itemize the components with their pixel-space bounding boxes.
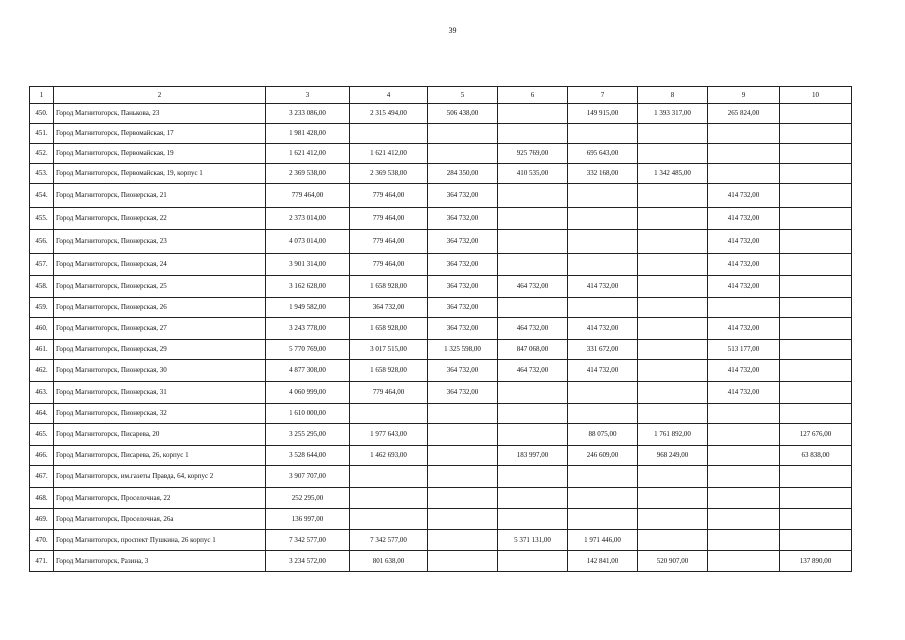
amount-cell: 2 369 538,00 bbox=[266, 164, 350, 184]
amount-cell bbox=[498, 424, 568, 446]
amount-cell: 252 295,00 bbox=[266, 488, 350, 509]
amount-cell bbox=[568, 298, 638, 318]
amount-cell: 1 621 412,00 bbox=[350, 144, 428, 164]
column-header: 9 bbox=[708, 87, 780, 104]
amount-cell bbox=[708, 298, 780, 318]
row-number-cell: 457. bbox=[30, 254, 54, 276]
amount-cell bbox=[708, 424, 780, 446]
amount-cell: 1 610 000,00 bbox=[266, 404, 350, 424]
amount-cell bbox=[428, 124, 498, 144]
amount-cell: 3 901 314,00 bbox=[266, 254, 350, 276]
amount-cell bbox=[708, 446, 780, 466]
amount-cell: 142 841,00 bbox=[568, 551, 638, 572]
column-header: 3 bbox=[266, 87, 350, 104]
amount-cell: 464 732,00 bbox=[498, 276, 568, 298]
amount-cell bbox=[638, 144, 708, 164]
amount-cell: 4 073 014,00 bbox=[266, 230, 350, 254]
amount-cell: 464 732,00 bbox=[498, 318, 568, 340]
row-number-cell: 455. bbox=[30, 208, 54, 230]
table-row bbox=[30, 164, 852, 184]
amount-cell: 265 824,00 bbox=[708, 104, 780, 124]
column-header: 4 bbox=[350, 87, 428, 104]
amount-cell bbox=[568, 254, 638, 276]
amount-cell: 246 609,00 bbox=[568, 446, 638, 466]
amount-cell: 3 243 778,00 bbox=[266, 318, 350, 340]
amount-cell: 364 732,00 bbox=[428, 276, 498, 298]
amount-cell: 1 325 598,00 bbox=[428, 340, 498, 360]
table-row bbox=[30, 530, 852, 551]
amount-cell bbox=[568, 404, 638, 424]
amount-cell: 695 643,00 bbox=[568, 144, 638, 164]
amount-cell: 1 462 693,00 bbox=[350, 446, 428, 466]
amount-cell bbox=[780, 298, 852, 318]
amount-cell: 414 732,00 bbox=[568, 276, 638, 298]
amount-cell bbox=[780, 382, 852, 404]
table-row bbox=[30, 124, 852, 144]
row-number-cell: 460. bbox=[30, 318, 54, 340]
address-cell: Город Магнитогорск, Первомайская, 17 bbox=[54, 124, 266, 144]
amount-cell bbox=[780, 104, 852, 124]
address-cell: Город Магнитогорск, им.газеты Правда, 64, корпус 2 bbox=[54, 466, 266, 488]
column-header: 7 bbox=[568, 87, 638, 104]
amount-cell: 136 997,00 bbox=[266, 509, 350, 530]
amount-cell: 414 732,00 bbox=[708, 276, 780, 298]
address-cell: Город Магнитогорск, Первомайская, 19 bbox=[54, 144, 266, 164]
amount-cell bbox=[708, 124, 780, 144]
amount-cell: 801 638,00 bbox=[350, 551, 428, 572]
amount-cell: 513 177,00 bbox=[708, 340, 780, 360]
table-row bbox=[30, 184, 852, 208]
address-cell: Город Магнитогорск, Разина, 3 bbox=[54, 551, 266, 572]
table-row bbox=[30, 424, 852, 446]
amount-cell: 3 907 707,00 bbox=[266, 466, 350, 488]
address-cell: Город Магнитогорск, Проселочная, 26а bbox=[54, 509, 266, 530]
amount-cell: 414 732,00 bbox=[708, 360, 780, 382]
amount-cell bbox=[780, 230, 852, 254]
row-number-cell: 465. bbox=[30, 424, 54, 446]
column-header: 1 bbox=[30, 87, 54, 104]
amount-cell bbox=[638, 184, 708, 208]
page-number: 39 bbox=[448, 26, 457, 35]
amount-cell bbox=[350, 509, 428, 530]
amount-cell bbox=[350, 124, 428, 144]
amount-cell bbox=[498, 404, 568, 424]
amount-cell: 847 068,00 bbox=[498, 340, 568, 360]
amount-cell bbox=[428, 530, 498, 551]
row-number-cell: 462. bbox=[30, 360, 54, 382]
amount-cell: 364 732,00 bbox=[428, 184, 498, 208]
amount-cell bbox=[638, 488, 708, 509]
address-cell: Город Магнитогорск, Проселочная, 22 bbox=[54, 488, 266, 509]
amount-cell: 414 732,00 bbox=[708, 382, 780, 404]
amount-cell bbox=[428, 551, 498, 572]
amount-cell: 1 981 428,00 bbox=[266, 124, 350, 144]
table-row bbox=[30, 230, 852, 254]
amount-cell: 779 464,00 bbox=[266, 184, 350, 208]
address-cell: Город Магнитогорск, Пионерская, 21 bbox=[54, 184, 266, 208]
row-number-cell: 452. bbox=[30, 144, 54, 164]
amount-cell bbox=[498, 298, 568, 318]
amount-cell: 2 369 538,00 bbox=[350, 164, 428, 184]
amount-cell: 183 997,00 bbox=[498, 446, 568, 466]
amount-cell bbox=[780, 466, 852, 488]
amount-cell: 3 017 515,00 bbox=[350, 340, 428, 360]
table-row bbox=[30, 551, 852, 572]
amount-cell bbox=[498, 551, 568, 572]
amount-cell bbox=[780, 340, 852, 360]
row-number-cell: 471. bbox=[30, 551, 54, 572]
amount-cell bbox=[780, 360, 852, 382]
amount-cell bbox=[708, 404, 780, 424]
address-cell: Город Магнитогорск, Пионерская, 26 bbox=[54, 298, 266, 318]
amount-cell bbox=[428, 509, 498, 530]
amount-cell bbox=[498, 254, 568, 276]
amount-cell: 1 949 582,00 bbox=[266, 298, 350, 318]
row-number-cell: 469. bbox=[30, 509, 54, 530]
amount-cell bbox=[428, 466, 498, 488]
amount-cell: 414 732,00 bbox=[708, 230, 780, 254]
amount-cell bbox=[498, 230, 568, 254]
amount-cell: 464 732,00 bbox=[498, 360, 568, 382]
column-header: 8 bbox=[638, 87, 708, 104]
amount-cell bbox=[428, 144, 498, 164]
address-cell: Город Магнитогорск, проспект Пушкина, 26 корпус 1 bbox=[54, 530, 266, 551]
amount-cell: 414 732,00 bbox=[708, 208, 780, 230]
amount-cell bbox=[638, 360, 708, 382]
amount-cell bbox=[708, 530, 780, 551]
amount-cell: 520 907,00 bbox=[638, 551, 708, 572]
register-table bbox=[29, 86, 852, 572]
amount-cell: 7 342 577,00 bbox=[266, 530, 350, 551]
amount-cell: 364 732,00 bbox=[428, 298, 498, 318]
address-cell: Город Магнитогорск, Пионерская, 22 bbox=[54, 208, 266, 230]
amount-cell: 1 977 643,00 bbox=[350, 424, 428, 446]
row-number-cell: 458. bbox=[30, 276, 54, 298]
table-row bbox=[30, 404, 852, 424]
amount-cell bbox=[708, 466, 780, 488]
amount-cell bbox=[428, 488, 498, 509]
amount-cell bbox=[708, 164, 780, 184]
column-header: 10 bbox=[780, 87, 852, 104]
amount-cell bbox=[638, 530, 708, 551]
row-number-cell: 450. bbox=[30, 104, 54, 124]
table-row bbox=[30, 254, 852, 276]
amount-cell bbox=[568, 208, 638, 230]
table-row bbox=[30, 144, 852, 164]
amount-cell: 2 315 494,00 bbox=[350, 104, 428, 124]
table-row bbox=[30, 276, 852, 298]
amount-cell bbox=[638, 340, 708, 360]
row-number-cell: 461. bbox=[30, 340, 54, 360]
amount-cell bbox=[780, 530, 852, 551]
amount-cell: 3 528 644,00 bbox=[266, 446, 350, 466]
amount-cell bbox=[638, 509, 708, 530]
address-cell: Город Магнитогорск, Пионерская, 24 bbox=[54, 254, 266, 276]
amount-cell bbox=[568, 124, 638, 144]
amount-cell bbox=[498, 124, 568, 144]
amount-cell: 1 342 485,00 bbox=[638, 164, 708, 184]
amount-cell: 968 249,00 bbox=[638, 446, 708, 466]
amount-cell bbox=[638, 254, 708, 276]
amount-cell bbox=[568, 509, 638, 530]
row-number-cell: 463. bbox=[30, 382, 54, 404]
amount-cell: 364 732,00 bbox=[428, 230, 498, 254]
amount-cell: 3 234 572,00 bbox=[266, 551, 350, 572]
amount-cell: 63 838,00 bbox=[780, 446, 852, 466]
amount-cell: 4 060 999,00 bbox=[266, 382, 350, 404]
amount-cell: 364 732,00 bbox=[428, 318, 498, 340]
address-cell: Город Магнитогорск, Пионерская, 30 bbox=[54, 360, 266, 382]
row-number-cell: 468. bbox=[30, 488, 54, 509]
table-row bbox=[30, 446, 852, 466]
amount-cell bbox=[568, 466, 638, 488]
row-number-cell: 464. bbox=[30, 404, 54, 424]
table-row bbox=[30, 318, 852, 340]
row-number-cell: 453. bbox=[30, 164, 54, 184]
address-cell: Город Магнитогорск, Пионерская, 29 bbox=[54, 340, 266, 360]
amount-cell: 7 342 577,00 bbox=[350, 530, 428, 551]
amount-cell bbox=[780, 208, 852, 230]
row-number-cell: 467. bbox=[30, 466, 54, 488]
amount-cell bbox=[638, 382, 708, 404]
amount-cell: 1 621 412,00 bbox=[266, 144, 350, 164]
amount-cell: 779 464,00 bbox=[350, 184, 428, 208]
amount-cell: 5 371 131,00 bbox=[498, 530, 568, 551]
amount-cell bbox=[498, 509, 568, 530]
amount-cell bbox=[780, 488, 852, 509]
amount-cell: 779 464,00 bbox=[350, 230, 428, 254]
amount-cell: 88 075,00 bbox=[568, 424, 638, 446]
amount-cell bbox=[498, 382, 568, 404]
amount-cell: 331 672,00 bbox=[568, 340, 638, 360]
address-cell: Город Магнитогорск, Писарева, 26, корпус 1 bbox=[54, 446, 266, 466]
amount-cell: 779 464,00 bbox=[350, 254, 428, 276]
amount-cell bbox=[708, 509, 780, 530]
amount-cell bbox=[638, 298, 708, 318]
amount-cell bbox=[350, 466, 428, 488]
address-cell: Город Магнитогорск, Первомайская, 19, корпус 1 bbox=[54, 164, 266, 184]
amount-cell: 364 732,00 bbox=[428, 360, 498, 382]
amount-cell: 414 732,00 bbox=[708, 318, 780, 340]
row-number-cell: 459. bbox=[30, 298, 54, 318]
amount-cell bbox=[638, 208, 708, 230]
amount-cell bbox=[350, 488, 428, 509]
address-cell: Город Магнитогорск, Пионерская, 27 bbox=[54, 318, 266, 340]
amount-cell: 414 732,00 bbox=[568, 360, 638, 382]
amount-cell: 364 732,00 bbox=[428, 254, 498, 276]
amount-cell: 284 350,00 bbox=[428, 164, 498, 184]
address-cell: Город Магнитогорск, Писарева, 20 bbox=[54, 424, 266, 446]
table-row bbox=[30, 488, 852, 509]
amount-cell bbox=[780, 184, 852, 208]
amount-cell bbox=[638, 124, 708, 144]
amount-cell bbox=[498, 488, 568, 509]
amount-cell: 779 464,00 bbox=[350, 382, 428, 404]
amount-cell bbox=[498, 104, 568, 124]
amount-cell: 332 168,00 bbox=[568, 164, 638, 184]
amount-cell: 414 732,00 bbox=[568, 318, 638, 340]
row-number-cell: 456. bbox=[30, 230, 54, 254]
amount-cell: 925 769,00 bbox=[498, 144, 568, 164]
table-header-row bbox=[30, 87, 852, 104]
amount-cell: 1 658 928,00 bbox=[350, 318, 428, 340]
amount-cell: 4 877 308,00 bbox=[266, 360, 350, 382]
amount-cell bbox=[780, 144, 852, 164]
amount-cell: 414 732,00 bbox=[708, 184, 780, 208]
amount-cell bbox=[780, 318, 852, 340]
amount-cell: 5 770 769,00 bbox=[266, 340, 350, 360]
amount-cell bbox=[428, 404, 498, 424]
table-row bbox=[30, 382, 852, 404]
amount-cell bbox=[708, 551, 780, 572]
amount-cell: 414 732,00 bbox=[708, 254, 780, 276]
row-number-cell: 470. bbox=[30, 530, 54, 551]
table-row bbox=[30, 104, 852, 124]
amount-cell bbox=[568, 382, 638, 404]
table-row bbox=[30, 208, 852, 230]
amount-cell: 1 761 892,00 bbox=[638, 424, 708, 446]
address-cell: Город Магнитогорск, Пионерская, 25 bbox=[54, 276, 266, 298]
amount-cell bbox=[638, 466, 708, 488]
amount-cell: 3 162 628,00 bbox=[266, 276, 350, 298]
amount-cell: 137 890,00 bbox=[780, 551, 852, 572]
table-row bbox=[30, 360, 852, 382]
row-number-cell: 454. bbox=[30, 184, 54, 208]
amount-cell bbox=[568, 230, 638, 254]
table-row bbox=[30, 340, 852, 360]
amount-cell bbox=[498, 466, 568, 488]
table-row bbox=[30, 298, 852, 318]
amount-cell: 1 658 928,00 bbox=[350, 360, 428, 382]
row-number-cell: 466. bbox=[30, 446, 54, 466]
amount-cell: 364 732,00 bbox=[350, 298, 428, 318]
amount-cell: 1 971 446,00 bbox=[568, 530, 638, 551]
amount-cell bbox=[780, 404, 852, 424]
amount-cell bbox=[498, 184, 568, 208]
amount-cell bbox=[780, 254, 852, 276]
amount-cell bbox=[780, 164, 852, 184]
amount-cell bbox=[350, 404, 428, 424]
amount-cell bbox=[638, 404, 708, 424]
amount-cell: 3 255 295,00 bbox=[266, 424, 350, 446]
address-cell: Город Магнитогорск, Пионерская, 32 bbox=[54, 404, 266, 424]
column-header: 5 bbox=[428, 87, 498, 104]
table-row bbox=[30, 466, 852, 488]
amount-cell bbox=[780, 276, 852, 298]
amount-cell bbox=[568, 488, 638, 509]
amount-cell: 364 732,00 bbox=[428, 382, 498, 404]
amount-cell: 779 464,00 bbox=[350, 208, 428, 230]
amount-cell: 2 373 014,00 bbox=[266, 208, 350, 230]
row-number-cell: 451. bbox=[30, 124, 54, 144]
amount-cell: 506 438,00 bbox=[428, 104, 498, 124]
amount-cell: 127 676,00 bbox=[780, 424, 852, 446]
amount-cell: 410 535,00 bbox=[498, 164, 568, 184]
amount-cell bbox=[780, 509, 852, 530]
amount-cell bbox=[498, 208, 568, 230]
amount-cell: 149 915,00 bbox=[568, 104, 638, 124]
amount-cell bbox=[638, 276, 708, 298]
column-header: 6 bbox=[498, 87, 568, 104]
amount-cell bbox=[428, 424, 498, 446]
address-cell: Город Магнитогорск, Панькова, 23 bbox=[54, 104, 266, 124]
column-header: 2 bbox=[54, 87, 266, 104]
address-cell: Город Магнитогорск, Пионерская, 23 bbox=[54, 230, 266, 254]
table-row bbox=[30, 509, 852, 530]
amount-cell bbox=[638, 230, 708, 254]
amount-cell: 364 732,00 bbox=[428, 208, 498, 230]
amount-cell bbox=[568, 184, 638, 208]
amount-cell bbox=[708, 488, 780, 509]
amount-cell: 1 658 928,00 bbox=[350, 276, 428, 298]
amount-cell bbox=[428, 446, 498, 466]
amount-cell bbox=[708, 144, 780, 164]
address-cell: Город Магнитогорск, Пионерская, 31 bbox=[54, 382, 266, 404]
amount-cell: 1 393 317,00 bbox=[638, 104, 708, 124]
amount-cell bbox=[638, 318, 708, 340]
amount-cell bbox=[780, 124, 852, 144]
amount-cell: 3 233 086,00 bbox=[266, 104, 350, 124]
